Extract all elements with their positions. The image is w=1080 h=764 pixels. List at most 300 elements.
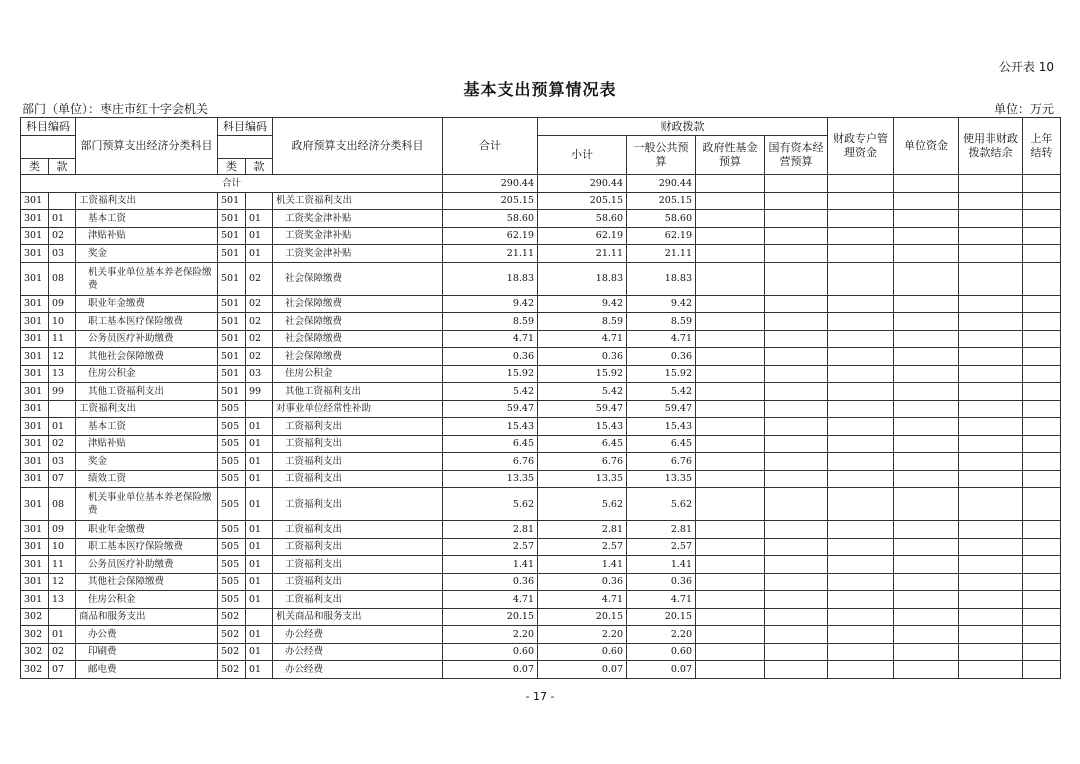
row-total: 2.20 <box>443 626 538 644</box>
row-non-fiscal <box>959 348 1023 366</box>
row-subtotal: 2.81 <box>538 521 627 539</box>
total-value: 290.44 <box>443 175 538 193</box>
table-row <box>21 330 1061 348</box>
row-subtotal: 21.11 <box>538 245 627 263</box>
code-lei: 301 <box>21 573 49 591</box>
row-general: 5.62 <box>627 488 696 521</box>
gov-code-lei: 501 <box>218 192 246 210</box>
dept-subject-name: 住房公积金 <box>76 365 218 383</box>
col-gov-code: 科目编码 <box>218 118 273 136</box>
gov-code-kuan: 01 <box>246 556 273 574</box>
gov-code-lei: 501 <box>218 330 246 348</box>
row-unit-funds <box>894 313 959 331</box>
table-row <box>21 245 1061 263</box>
gov-code-kuan: 01 <box>246 418 273 436</box>
gov-subject-name: 社会保障缴费 <box>273 348 443 366</box>
row-non-fiscal <box>959 470 1023 488</box>
row-carryover <box>1023 245 1061 263</box>
row-state-capital <box>765 643 828 661</box>
row-carryover <box>1023 608 1061 626</box>
code-lei: 301 <box>21 295 49 313</box>
table-row <box>21 295 1061 313</box>
code-lei: 301 <box>21 348 49 366</box>
table-row <box>21 192 1061 210</box>
code-kuan <box>49 608 76 626</box>
gov-code-kuan: 01 <box>246 573 273 591</box>
row-total: 0.60 <box>443 643 538 661</box>
gov-code-lei: 502 <box>218 626 246 644</box>
row-total: 2.57 <box>443 538 538 556</box>
row-general: 21.11 <box>627 245 696 263</box>
row-non-fiscal <box>959 608 1023 626</box>
row-state-capital <box>765 435 828 453</box>
table-row <box>21 521 1061 539</box>
code-kuan: 10 <box>49 313 76 331</box>
code-lei: 301 <box>21 365 49 383</box>
code-kuan: 07 <box>49 661 76 679</box>
row-carryover <box>1023 488 1061 521</box>
code-lei: 301 <box>21 470 49 488</box>
dept-subject-name: 津贴补贴 <box>76 227 218 245</box>
code-lei: 301 <box>21 192 49 210</box>
row-total: 4.71 <box>443 591 538 609</box>
table-row <box>21 643 1061 661</box>
row-gov-fund <box>696 295 765 313</box>
row-special-funds <box>828 313 894 331</box>
row-total: 59.47 <box>443 400 538 418</box>
row-carryover <box>1023 643 1061 661</box>
row-state-capital <box>765 521 828 539</box>
dept-subject-name: 商品和服务支出 <box>76 608 218 626</box>
gov-subject-name: 对事业单位经常性补助 <box>273 400 443 418</box>
table-row <box>21 313 1061 331</box>
row-gov-fund <box>696 521 765 539</box>
code-kuan <box>49 400 76 418</box>
row-carryover <box>1023 556 1061 574</box>
gov-code-kuan: 01 <box>246 488 273 521</box>
row-total: 13.35 <box>443 470 538 488</box>
row-subtotal: 6.45 <box>538 435 627 453</box>
row-carryover <box>1023 470 1061 488</box>
code-kuan: 11 <box>49 330 76 348</box>
row-non-fiscal <box>959 661 1023 679</box>
gov-code-kuan: 01 <box>246 626 273 644</box>
dept-subject-name: 公务员医疗补助缴费 <box>76 330 218 348</box>
row-total: 6.76 <box>443 453 538 471</box>
row-non-fiscal <box>959 418 1023 436</box>
row-special-funds <box>828 661 894 679</box>
code-lei: 301 <box>21 245 49 263</box>
code-lei: 301 <box>21 210 49 228</box>
gov-code-lei: 505 <box>218 573 246 591</box>
row-non-fiscal <box>959 262 1023 295</box>
row-total: 15.92 <box>443 365 538 383</box>
gov-code-lei: 502 <box>218 608 246 626</box>
row-special-funds <box>828 245 894 263</box>
col-non-fiscal-balance: 使用非财政拨款结余 <box>959 118 1023 175</box>
code-kuan: 09 <box>49 521 76 539</box>
gov-code-kuan <box>246 400 273 418</box>
row-state-capital <box>765 245 828 263</box>
dept-subject-name: 公务员医疗补助缴费 <box>76 556 218 574</box>
row-non-fiscal <box>959 192 1023 210</box>
row-special-funds <box>828 521 894 539</box>
table-number: 公开表 10 <box>998 60 1054 74</box>
code-kuan: 02 <box>49 435 76 453</box>
total-general: 290.44 <box>627 175 696 193</box>
gov-code-kuan: 02 <box>246 330 273 348</box>
row-gov-fund <box>696 313 765 331</box>
gov-subject-name: 办公经费 <box>273 643 443 661</box>
code-lei: 301 <box>21 313 49 331</box>
row-special-funds <box>828 418 894 436</box>
row-unit-funds <box>894 245 959 263</box>
gov-code-kuan: 01 <box>246 643 273 661</box>
row-gov-fund <box>696 400 765 418</box>
dept-subject-name: 印刷费 <box>76 643 218 661</box>
row-state-capital <box>765 295 828 313</box>
row-non-fiscal <box>959 295 1023 313</box>
code-kuan: 01 <box>49 210 76 228</box>
col-carryover: 上年结转 <box>1023 118 1061 175</box>
row-gov-fund <box>696 661 765 679</box>
row-special-funds <box>828 383 894 401</box>
row-gov-fund <box>696 608 765 626</box>
row-carryover <box>1023 330 1061 348</box>
row-state-capital <box>765 210 828 228</box>
row-state-capital <box>765 608 828 626</box>
row-state-capital <box>765 330 828 348</box>
row-special-funds <box>828 626 894 644</box>
row-special-funds <box>828 365 894 383</box>
dept-subject-name: 其他社会保障缴费 <box>76 348 218 366</box>
row-state-capital <box>765 661 828 679</box>
gov-code-kuan: 02 <box>246 313 273 331</box>
table-row <box>21 227 1061 245</box>
row-special-funds <box>828 295 894 313</box>
table-row <box>21 573 1061 591</box>
dept-subject-name: 机关事业单位基本养老保险缴费 <box>76 262 218 295</box>
gov-code-kuan: 02 <box>246 262 273 295</box>
gov-subject-name: 住房公积金 <box>273 365 443 383</box>
dept-subject-name: 基本工资 <box>76 418 218 436</box>
row-non-fiscal <box>959 573 1023 591</box>
gov-code-spacer <box>218 136 273 159</box>
col-subject-code: 科目编码 <box>21 118 76 136</box>
row-subtotal: 18.83 <box>538 262 627 295</box>
row-gov-fund <box>696 262 765 295</box>
code-kuan: 03 <box>49 245 76 263</box>
row-carryover <box>1023 538 1061 556</box>
gov-subject-name: 工资福利支出 <box>273 573 443 591</box>
gov-subject-name: 工资奖金津补贴 <box>273 210 443 228</box>
row-subtotal: 4.71 <box>538 591 627 609</box>
row-subtotal: 0.60 <box>538 643 627 661</box>
col-gov-fund: 政府性基金预算 <box>696 136 765 175</box>
row-unit-funds <box>894 365 959 383</box>
row-general: 6.45 <box>627 435 696 453</box>
row-subtotal: 62.19 <box>538 227 627 245</box>
code-lei: 301 <box>21 330 49 348</box>
gov-subject-name: 工资福利支出 <box>273 538 443 556</box>
dept-subject-name: 工资福利支出 <box>76 192 218 210</box>
dept-subject-name: 住房公积金 <box>76 591 218 609</box>
table-row <box>21 210 1061 228</box>
gov-code-kuan: 01 <box>246 227 273 245</box>
gov-subject-name: 工资福利支出 <box>273 470 443 488</box>
gov-subject-name: 社会保障缴费 <box>273 295 443 313</box>
row-total: 205.15 <box>443 192 538 210</box>
row-gov-fund <box>696 591 765 609</box>
row-general: 62.19 <box>627 227 696 245</box>
code-kuan <box>49 192 76 210</box>
row-state-capital <box>765 470 828 488</box>
row-total: 9.42 <box>443 295 538 313</box>
code-lei: 302 <box>21 626 49 644</box>
code-kuan: 08 <box>49 488 76 521</box>
row-unit-funds <box>894 661 959 679</box>
code-kuan: 01 <box>49 418 76 436</box>
row-gov-fund <box>696 227 765 245</box>
gov-code-lei: 505 <box>218 488 246 521</box>
gov-code-lei: 505 <box>218 418 246 436</box>
total-label: 合计 <box>21 175 443 193</box>
code-kuan: 11 <box>49 556 76 574</box>
row-gov-fund <box>696 470 765 488</box>
gov-code-lei: 505 <box>218 556 246 574</box>
table-row <box>21 470 1061 488</box>
table-row <box>21 365 1061 383</box>
row-gov-fund <box>696 435 765 453</box>
gov-code-lei: 501 <box>218 295 246 313</box>
row-non-fiscal <box>959 521 1023 539</box>
row-gov-fund <box>696 538 765 556</box>
row-gov-fund <box>696 348 765 366</box>
row-general: 58.60 <box>627 210 696 228</box>
code-kuan: 13 <box>49 591 76 609</box>
row-gov-fund <box>696 383 765 401</box>
row-unit-funds <box>894 573 959 591</box>
row-unit-funds <box>894 210 959 228</box>
row-special-funds <box>828 573 894 591</box>
gov-code-lei: 505 <box>218 521 246 539</box>
table-row <box>21 538 1061 556</box>
row-subtotal: 59.47 <box>538 400 627 418</box>
row-state-capital <box>765 418 828 436</box>
gov-code-lei: 505 <box>218 470 246 488</box>
table-row <box>21 435 1061 453</box>
table-row <box>21 661 1061 679</box>
row-general: 8.59 <box>627 313 696 331</box>
col-gov-subject: 政府预算支出经济分类科目 <box>273 118 443 175</box>
row-general: 4.71 <box>627 591 696 609</box>
row-subtotal: 9.42 <box>538 295 627 313</box>
gov-code-lei: 505 <box>218 591 246 609</box>
gov-code-lei: 501 <box>218 365 246 383</box>
row-state-capital <box>765 348 828 366</box>
col-lei: 类 <box>21 159 49 175</box>
row-non-fiscal <box>959 643 1023 661</box>
gov-code-kuan: 99 <box>246 383 273 401</box>
code-kuan: 07 <box>49 470 76 488</box>
gov-code-lei: 505 <box>218 538 246 556</box>
row-carryover <box>1023 626 1061 644</box>
code-lei: 302 <box>21 608 49 626</box>
row-carryover <box>1023 313 1061 331</box>
row-unit-funds <box>894 538 959 556</box>
row-non-fiscal <box>959 488 1023 521</box>
row-gov-fund <box>696 573 765 591</box>
row-general: 5.42 <box>627 383 696 401</box>
gov-code-lei: 505 <box>218 435 246 453</box>
row-subtotal: 8.59 <box>538 313 627 331</box>
code-lei: 301 <box>21 227 49 245</box>
row-special-funds <box>828 192 894 210</box>
table-row <box>21 262 1061 295</box>
code-kuan: 10 <box>49 538 76 556</box>
row-unit-funds <box>894 453 959 471</box>
row-gov-fund <box>696 245 765 263</box>
code-kuan: 09 <box>49 295 76 313</box>
row-state-capital <box>765 365 828 383</box>
table-row <box>21 626 1061 644</box>
gov-code-kuan: 01 <box>246 245 273 263</box>
row-unit-funds <box>894 400 959 418</box>
row-unit-funds <box>894 556 959 574</box>
row-state-capital <box>765 591 828 609</box>
row-non-fiscal <box>959 453 1023 471</box>
page-number: - 17 - <box>525 690 555 703</box>
row-total: 2.81 <box>443 521 538 539</box>
code-kuan: 99 <box>49 383 76 401</box>
row-carryover <box>1023 591 1061 609</box>
gov-code-lei: 501 <box>218 227 246 245</box>
code-lei: 301 <box>21 556 49 574</box>
row-non-fiscal <box>959 591 1023 609</box>
code-kuan: 12 <box>49 348 76 366</box>
row-state-capital <box>765 538 828 556</box>
row-total: 4.71 <box>443 330 538 348</box>
unit-label: 单位：万元 <box>993 102 1054 116</box>
row-gov-fund <box>696 556 765 574</box>
dept-subject-name: 基本工资 <box>76 210 218 228</box>
code-lei: 301 <box>21 418 49 436</box>
row-special-funds <box>828 453 894 471</box>
row-unit-funds <box>894 626 959 644</box>
gov-code-lei: 501 <box>218 262 246 295</box>
row-subtotal: 0.36 <box>538 573 627 591</box>
gov-subject-name: 工资福利支出 <box>273 591 443 609</box>
row-subtotal: 2.20 <box>538 626 627 644</box>
row-subtotal: 15.92 <box>538 365 627 383</box>
row-subtotal: 13.35 <box>538 470 627 488</box>
col-unit-funds: 单位资金 <box>894 118 959 175</box>
row-general: 59.47 <box>627 400 696 418</box>
row-gov-fund <box>696 418 765 436</box>
row-subtotal: 20.15 <box>538 608 627 626</box>
row-subtotal: 5.42 <box>538 383 627 401</box>
table-row <box>21 348 1061 366</box>
gov-code-kuan: 01 <box>246 453 273 471</box>
gov-subject-name: 工资福利支出 <box>273 418 443 436</box>
col-total: 合计 <box>443 118 538 175</box>
row-total: 20.15 <box>443 608 538 626</box>
gov-code-kuan: 01 <box>246 538 273 556</box>
row-state-capital <box>765 383 828 401</box>
row-carryover <box>1023 383 1061 401</box>
row-general: 15.92 <box>627 365 696 383</box>
row-total: 6.45 <box>443 435 538 453</box>
department-label: 部门（单位）：枣庄市红十字会机关 <box>22 102 209 116</box>
gov-subject-name: 工资福利支出 <box>273 453 443 471</box>
row-general: 0.60 <box>627 643 696 661</box>
table-row <box>21 383 1061 401</box>
row-unit-funds <box>894 643 959 661</box>
code-kuan: 08 <box>49 262 76 295</box>
dept-subject-name: 奖金 <box>76 453 218 471</box>
row-carryover <box>1023 661 1061 679</box>
row-gov-fund <box>696 210 765 228</box>
gov-code-lei: 501 <box>218 348 246 366</box>
gov-code-kuan: 03 <box>246 365 273 383</box>
table-row <box>21 608 1061 626</box>
row-special-funds <box>828 556 894 574</box>
gov-code-lei: 502 <box>218 661 246 679</box>
row-general: 6.76 <box>627 453 696 471</box>
dept-subject-name: 职工基本医疗保险缴费 <box>76 538 218 556</box>
row-special-funds <box>828 643 894 661</box>
gov-subject-name: 办公经费 <box>273 661 443 679</box>
row-unit-funds <box>894 418 959 436</box>
col-fiscal-group: 财政拨款 <box>538 118 828 136</box>
row-special-funds <box>828 262 894 295</box>
table-row <box>21 453 1061 471</box>
row-total: 0.07 <box>443 661 538 679</box>
row-general: 1.41 <box>627 556 696 574</box>
row-non-fiscal <box>959 626 1023 644</box>
row-total: 0.36 <box>443 573 538 591</box>
row-total: 0.36 <box>443 348 538 366</box>
row-gov-fund <box>696 626 765 644</box>
gov-subject-name: 工资福利支出 <box>273 488 443 521</box>
row-total: 5.42 <box>443 383 538 401</box>
row-unit-funds <box>894 591 959 609</box>
row-general: 13.35 <box>627 470 696 488</box>
row-carryover <box>1023 418 1061 436</box>
gov-code-kuan <box>246 608 273 626</box>
row-non-fiscal <box>959 330 1023 348</box>
row-special-funds <box>828 348 894 366</box>
row-carryover <box>1023 573 1061 591</box>
row-unit-funds <box>894 262 959 295</box>
dept-subject-name: 奖金 <box>76 245 218 263</box>
dept-subject-name: 职工基本医疗保险缴费 <box>76 313 218 331</box>
row-special-funds <box>828 210 894 228</box>
code-lei: 301 <box>21 262 49 295</box>
row-state-capital <box>765 192 828 210</box>
row-non-fiscal <box>959 556 1023 574</box>
row-unit-funds <box>894 521 959 539</box>
row-state-capital <box>765 227 828 245</box>
gov-subject-name: 工资奖金津补贴 <box>273 227 443 245</box>
row-general: 2.57 <box>627 538 696 556</box>
gov-code-lei: 501 <box>218 245 246 263</box>
row-special-funds <box>828 538 894 556</box>
gov-code-lei: 501 <box>218 313 246 331</box>
row-total: 8.59 <box>443 313 538 331</box>
code-kuan: 03 <box>49 453 76 471</box>
row-subtotal: 1.41 <box>538 556 627 574</box>
